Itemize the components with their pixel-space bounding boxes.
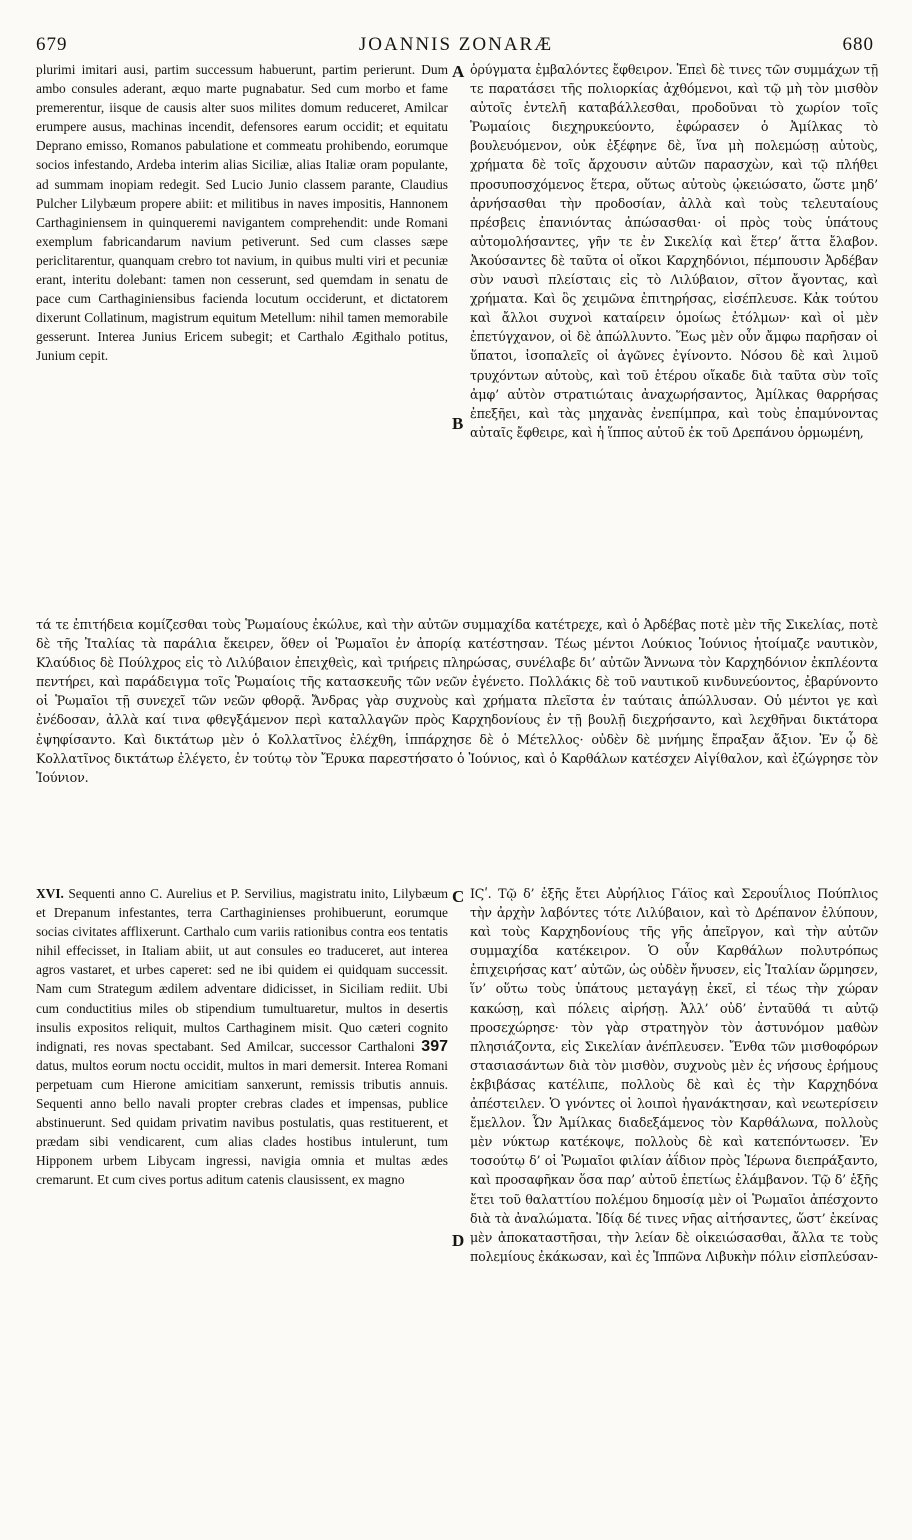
greek-column-lower <box>470 884 878 1534</box>
running-title: JOANNIS ZONARÆ <box>358 34 554 55</box>
greek-full-width-passage: τά τε ἐπιτήδεια κομίζεσθαι τοὺς Ῥωμαίους ἐκώλυε, καὶ τὴν αὐτῶν συμμαχίδα κατέτρεχε, καὶ ὁ Ἀρδέβας ποτὲ μὲν τῆς Σικελίας, ποτὲ δὲ τῆς Ἰταλίας τὰ παράλια ἔκειρεν, ὅθεν οἱ Ῥωμαῖοι ἐν ἀπορίᾳ κατέστησαν. Τέως μέντοι Λούκιος Ἰούνιος ἡτοίμαζε ναυτικὸν, Κλαύδιος δὲ Πούλχρος εἰς τὸ Λιλύβαιον ἐπειχθεὶς, καὶ τριήρεις πληρώσας, συνέλαβε δι’ αὐτῶν Ἄννωνα τὸν Καρχηδόνιον ἐκπλέοντα πεντήρει, καὶ παράδειγμα τοῖς Ῥωμαίοις τῆς κατασκευῆς τῶν νεῶν ἐγένετο. Πολλάκις δὲ τοῦ ναυτικοῦ κινδυνεύοντος, ἐβαρύνοντο οἱ Ῥωμαῖοι τῇ συνεχεῖ τῶν νεῶν φθορᾷ. Ἄνδρας γὰρ συχνοὺς καὶ χρήματα πλεῖστα ἐν ταύταις ἀπώλλυσαν. Οὐ μέντοι γε καὶ ἐνέδοσαν, ἀλλὰ καί τινα φθεγξάμενον περὶ καταλλαγῶν πρὸς Καρχηδονίους ἐν τῇ βουλῇ διεχρήσαντο, καὶ λεχθῆναι δικτάτορα ἐψηφίσαντο. Καὶ δικτάτωρ μὲν ὁ Κολλατῖνος ἐλέχθη, ἱππάρχησε δὲ ὁ Μέτελλος· οὐδὲν δὲ μνήμης ἔπραξαν ἄξιον. Ἐν ᾧ δὲ Κολλατῖνος δικτάτωρ ἐλέγετο, ἐν τούτῳ τὸν Ἔρυκα παρεστήσατο ὁ Ἰούνιος, καὶ ὁ Καρθάλων κατέσχεν Αἰγίθαλον, καὶ ἐζώγρησε τὸν Ἰούνιον. <box>36 617 878 785</box>
latin-text-part-a: Sequenti anno C. Aurelius et P. Servilius, magistratu inito, Lilybæum et Drepanum infestantes, terra Carthaginienses prohibuerunt, eorumque socias civitates afflixerunt. Carthalo cum variis rationibus contra eos tentatis nihil effecisset, in Italiam abiit, ut aut consules eo traduceret, aut interea agros vastaret, et urbes caperet: sed ne ibi quidem ei quidquam successit. Nam cum Strategum ædilem adventare didicisset, in Siciliam rediit. Ubi cum conductitius miles ob stipendium tumultuaretur, multos in desertis insulis expositos reliquit, multos Carthaginem misit. Quo cæteri cognito indignati, res novas spectabant. Sed Amilcar, successor Carthaloni <box>36 886 448 1054</box>
margin-marker-c: C <box>452 887 465 906</box>
greek-section-number: ΙϚʹ. <box>470 886 492 901</box>
margin-marker-a: A <box>452 62 465 81</box>
running-header <box>0 28 912 56</box>
page-number-left: 679 <box>36 34 68 55</box>
latin-column-upper: plurimi imitari ausi, partim successum habuerunt, partim perierunt. Dum ambo consules aderant, æquo marte pugnabatur. Sed cum morbo et fame premerentur, iisque de causis alter suos milites domum reduceret, Amilcar erumpere ausus, machinas incendit, defensores earum occidit; et equitatu Deprano emisso, Romanos pabulatione et commeatu prohibendo, eorumque socios infestando, Ardeba interim alias Siciliæ, alias Italiæ oram populante, ad summam inopiam redegit. Sed Lucio Junio classem parante, Claudius Pulcher Lilybæum propere abiit: et militibus in naves impositis, Hannonem Carthaginiensem in quinqueremi navigantem comprehendit: unde Romani exemplum fabricandarum navium petiverunt. Sed cum classes sæpe periclitarentur, quanquam crebro tot navium, in quibus multi viri et pecuniæ erant, interitu dolebant: tamen non cesserunt, sed quemdam in senatu de pace cum Carthaginiensibus facienda locutum occiderunt, et dictatorem dixerunt Collatinum, magistrum equitum Metellum: nihil tamen memorabile gesserunt. Interea Junius Ericem subegit; et Carthalo Ægithalo potitus, Junium cepit. <box>36 62 448 364</box>
greek-column-upper: ὀρύγματα ἐμβαλόντες ἔφθειρον. Ἐπεὶ δὲ τινες τῶν συμμάχων τῇ τε παρατάσει τῆς πολιορκίας ἀχθόμενοι, καὶ τῷ μὴ τὸν μισθὸν αὐτοῖς ἐντελῆ καταβάλλεσθαι, προδοῦναι τὸ χωρίον τοῖς Ῥωμαίοις διεχηρυκεύοντο, ἐφώρασεν ὁ Ἀμίλκας τὸ βουλευόμενον, οὐκ ἐξέφηνε δὲ, ἵνα μὴ πολεμώσῃ αὐτοὺς, χρήματα δὲ τοῖς ἄρχουσιν αὐτῶν παρασχὼν, καὶ τῷ πλήθει προσυποσχόμενος ἕτερα, οὕτως αὐτοὺς ᾠκειώσατο, ὥστε μηδ’ ἀρνήσασθαι τὴν προδοσίαν, ἀλλὰ καὶ τοὺς τελευταίους πρέσβεις ἐπανιόντας ἀπώσασθαι· οἱ πρὸς τοὺς ὑπάτους αὐτομολήσαντες, γῆν τε ἐν Σικελίᾳ καὶ ἕτερ’ ἅττα ἔλαβον. Ἀκούσαντες δὲ ταῦτα οἱ οἴκοι Καρχηδόνιοι, πέμπουσιν Ἀρδέβαν σὺν ναυσὶ πλείσταις εἰς τὸ Λιλύβαιον, σῖτον ἄγοντας, καὶ χρήματα. Καὶ ὃς χειμῶνα ἐπιτηρήσας, εἰσέπλευσε. Κἀκ τούτου καὶ ἄλλοι συχνοὶ καταίρειν ὁμοίως ἐτόλμων· καὶ οἱ μὲν ἐπετύγχανον, οἱ δὲ ἀπώλλυντο. Ἕως μὲν οὖν ἄμφω παρῆσαν οἱ ὕπατοι, ἰσοπαλεῖς οἱ ἀγῶνες ἐγίνοντο. Νόσου δὲ καὶ λιμοῦ τρυχόντων αὐτοὺς, καὶ τοῦ ἑτέρου οἴκαδε διὰ ταῦτα σὺν τοῖς ἀμφ’ αὐτὸν στρατιώταις ἀναχωρήσαντος, Ἀμίλκας θαρρήσας ἐπεξῆει, καὶ τὰς μηχανὰς ἐνεπίμπρα, καὶ τοὺς ἐπαμύνοντας αὐταῖς ἔφθειρε, καὶ ἡ ἵππος αὐτοῦ ἐκ τοῦ Δρεπάνου ὁρμωμένη, <box>470 62 878 440</box>
latin-column-lower <box>36 884 448 1534</box>
margin-marker-d: D <box>452 1231 465 1250</box>
latin-section-number: XVI. <box>36 886 64 901</box>
margin-marker-b: B <box>452 414 464 433</box>
latin-text-part-b: datus, multos eorum noctu occidit, multos in mari demersit. Interea Romani perpetuam cum Hierone amicitiam sanxerunt, remissis tributis annuis. Sequenti anno bello navali propter crebras clades et impensas, publice abstinuerunt. Sed quidam privatim navibus postulatis, quas restituerent, et prædam sibi vendicarent, cum alias clades hostibus intulerunt, tum Hipponem urbem Libycam ingressi, navigia omnia et multas ædes cremarunt. Et cum cives portus aditum catenis clausissent, ex magno <box>36 1057 448 1188</box>
latin-inline-number: 397 <box>421 1037 448 1055</box>
greek-text-lower: Τῷ δ’ ἑξῆς ἔτει Αὐρήλιος Γάϊος καὶ Σερουΐλιος Πούπλιος τὴν ἀρχὴν λαβόντες τότε Λιλύβαιον, καὶ τὸ Δρέπανον ἐλύπουν, καὶ τοὺς Καρχηδονίους τῆς γῆς ἀπεῖργον, καὶ τὴν αὐτῶν συμμαχίδα κατέκειρον. Ὁ οὖν Καρθάλων πολυτρόπως ἐπιχειρήσας κατ’ αὐτῶν, ὡς οὐδὲν ἤνυσεν, εἰς Ἰταλίαν ὥρμησεν, ἵν’ οὕτω τοὺς ὑπάτους μεταγάγῃ ἐκεῖ, εἰ τέως τὴν χώραν κακώσῃ, καὶ πόλεις αἱρήσῃ. Ἀλλ’ οὐδ’ ἐνταῦθά τι αὐτῷ προσεχώρησε· τὸν γὰρ στρατηγὸν τὸν ἀστυνόμον μαθὼν πλησιάζοντα, εἰς Σικελίαν ἀνέπλευσεν. Ἔνθα τῶν μισθοφόρων στασιασάντων διὰ τὸν μισθὸν, συχνοὺς μὲν ἐς νήσους ἐρήμους ἐκβιβάσας κατέλιπε, πολλοὺς δὲ καὶ ἐς τὴν Καρχηδόνα ἀπέστειλεν. Ὁ γνόντες οἱ λοιποὶ ἠγανάκτησαν, καὶ νεωτερίσειν ἔμελλον. Ὧν Ἀμίλκας διαδεξάμενος τὸν Καρθάλωνα, πολλοὺς μὲν νύκτωρ κατέκοψε, πολλοὺς δὲ καὶ κατεπόντωσεν. Ἐν τοσούτῳ δ’ οἱ Ῥωμαῖοι φιλίαν ἀΐδιον πρὸς Ἱέρωνα διεπράξαντο, καὶ προσαφῆκαν ὅσα παρ’ αὐτοῦ ἐπετίως ἐλάμβανον. Τῷ δ’ ἑξῆς ἔτει τοῦ θαλαττίου πολέμου δημοσίᾳ μὲν οἱ Ῥωμαῖοι ἀπέσχοντο διὰ τὰ ἀναλώματα. Ἰδίᾳ δέ τινες νῆας αἰτήσαντες, ὥστ’ ἐκείνας μὲν ἀποκαταστῆσαι, τὴν λείαν δὲ οἰκειώσασθαι, ἄλλα τε τοὺς πολεμίους ἐκάκωσαν, καὶ ἐς Ἱππῶνα Λιβυκὴν πόλιν εἰσπλεύσαν- <box>470 886 878 1264</box>
page-number-right: 680 <box>842 34 874 55</box>
